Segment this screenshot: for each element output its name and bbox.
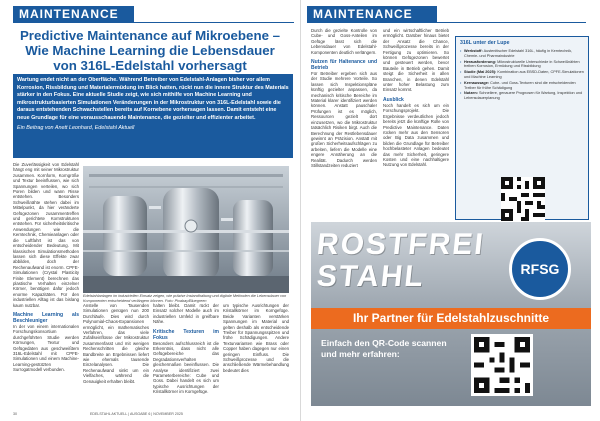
body-text: Durch die gezielte Kontrolle von Cube- und Goss-Anteilen im Gefüge lässt sich die Lebensdauer von Edelstahl-Komponenten deutlich verlängern. [311, 28, 377, 55]
body-text: Noch handelt es sich um ein Forschungsprojekt. Die Ergebnisse verdeutlichen jedoch bereits jetzt die künftige Rolle von Predictive Maintenance. Daten rücken mehr aus den Sensoren oder Big Data zusammen und bilden die Grundlage für Betreiber hochbelasteter Anlagen bedeutet das mehr Sicherheit, geringere Kosten und eine nachhaltigere Nutzung von Edelstahl. [383, 102, 449, 168]
ad-headline-1: ROSTFREI [315, 228, 487, 261]
lead-text: Wartung endet nicht an der Oberfläche. Während Betreiber von Edelstahl-Anlagen bisher vor allem Korrosion, Rissbildung und Materialermüdung im Blick hatten, rückt nun die innere Struktur des Materials stärker in den Fokus. Eine aktuelle Studie zeigt, wie sich mithilfe von Machine Learning und mikrostrukturbasierten Simulationen Veränderungen in der Mikrostruktur von 316L-Edelstahl sowie die daraus entstehenden Schwachstellen bereits auf Kornebene vorhersagen lassen. Damit entsteht eine neue Grundlage für eine vorausschauende Maintenance, die gezielter und effizienter arbeitet. [17, 77, 289, 121]
info-box-list [460, 49, 584, 101]
author-credit: Ein Beitrag von Anett Leonhard, Edelstahl Aktuell [17, 124, 135, 131]
ad-scan-text: Einfach den QR-Code scannen und mehr erfahren: [321, 338, 447, 359]
subheading: Nutzen für Haltenance und Betrieb [311, 59, 377, 72]
advertisement[interactable] [311, 222, 591, 406]
list-item: • Nutzen: Schnellere, genauere Prognosen für Wartung, Inspektion und Lebensdauerplanung [460, 91, 584, 101]
text-column-3 [153, 303, 219, 395]
subheading: Ausblick [383, 96, 404, 103]
article-lead [13, 74, 293, 158]
list-item: • Studie (Mai 2025): Kombination aus EBSD-Daten, CPFE-Simulationen und Machine Learning [460, 70, 584, 80]
subheading: Machine Learning als Beschleuniger [13, 311, 79, 324]
list-item: • Herausforderung: Mikrostrukturelle Unterschiede in Schweißnähten treiben Korrosion, Ermüdung und Rissbildung [460, 60, 584, 70]
ad-qr-code[interactable] [471, 334, 533, 396]
info-box [455, 36, 589, 220]
right-page [300, 0, 600, 421]
list-item: • Werkstoff: Austenitischer Edelstahl 316L, häufig in Kerntechnik, Chemie- und Pharmaindustrie [460, 49, 584, 59]
text-column-1 [311, 28, 377, 168]
body-text: und ein wirtschaftlicher Betrieb ermöglicht. Darüber hinaus bietet der Ansatz die Chance, Schweißprozesse bereits in der Fertigung zu optimieren. So können Gefügezonen bewertet und gesteuert werden, bevor Bauteile in Betrieb gehen. Damit steigt die Sicherheit in allen Branchen, in denen Edelstahl unter hoher Belastung zum Einsatz kommt. [383, 28, 449, 93]
body-text: um typische Ausrichtungen der Kristallkörner im Korngefüge. Beide Varianten verstärken Spannungen im Material und gelten deshalb als entscheidende Treiber für Spannungsspitzen und frühe Schädigungen. Andere Texturvarianten wie Brass oder Copper haben dagegen nur einen geringen Einfluss. Die Schweißprozesse und die anschließende Wärmebehandlung bedeutet dies [223, 303, 289, 373]
info-box-title: 316L unter der Lupe [460, 40, 510, 46]
ad-slogan: Ihr Partner für Edelstahlzuschnitte [311, 308, 591, 329]
text-column-4 [223, 303, 289, 373]
section-rule [307, 22, 586, 23]
steel-tank-image [83, 166, 289, 293]
study-qr-code[interactable] [501, 177, 545, 221]
qr-code-icon [501, 177, 545, 221]
body-text: Anstelle von Tausenden Simulationen genügen nun 200 Durchläufe. Dies wird durch Polynomial-Chaos-Expansionen ermöglicht, ein mathematisches Verfahren, das viele Zufallseinflüsse der Mikrostruktur zusammenfasst und mit wenigen Rechenschritten die gleiche Bandbreite an Ergebnissen liefert wie ehemals tausende Einzelanalysen. Die Rechenaufwand sinkt um ein Vielfaches, während die Genauigkeit erhalten bleibt. [83, 303, 149, 384]
article-photo [83, 166, 289, 293]
section-tag: MAINTENANCE [307, 6, 437, 22]
body-text: halten bleibt. Damit rückt der Einsatz solcher Modelle auch im industriellen Umfeld in greifbare Nähe. [153, 303, 219, 325]
subheading: Kritische Texturen im Fokus [153, 328, 219, 341]
ad-headline-2: STAHL [315, 260, 427, 293]
text-column-1 [13, 162, 79, 373]
rfsg-logo: RFSG [509, 238, 571, 300]
text-column-2 [83, 303, 149, 384]
photo-caption: Edelstahlanlagen im industriellen Einsatz zeigen, wie präzise Instandhaltung und digitale Methoden die Lebensdauer von Komponenten entscheidend verlängern können. Foto: Pixabay/Bluegreen [83, 294, 287, 303]
body-text: Besonders aufschlussreich ist die Erkenntnis, dass nicht alle Gefügebereiche das Degradationsverhalten gleichermaßen beeinflussen. Die Analyse identifiziert zwei Parameterbereiche: Cube und Goss. Dabei handelt es sich um typische Ausrichtungen der Kristallkörner im Korngefüge. [153, 340, 219, 395]
body-text: In der von einem internationalen Forschungskonsortium durchgeführten Studie werden Körnungen, Textur und Gefügedaten aus geschweißtem 316L-Edelstahl mit CPFE-Simulationen und einem Machine-Learning-gestützten Surrogatmodell verbunden. [13, 323, 79, 373]
text-column-2 [383, 28, 449, 168]
qr-code-icon [474, 337, 530, 393]
page-number: 30 [13, 412, 17, 416]
body-text: Für Betreiber ergeben sich aus der Studie mehrere Vorteile. So lassen sich Inspektionspläne künftig gezielter anpassen, da mechanisch kritische Bereiche im Material klarer identifiziert werden können. Anstatt pauschaler Prüfungen ist es möglich, Ressourcen gezielt dort einzusetzen, wo die Mikrostruktur tatsächlich Risiken birgt. Auch die Berechnung der Restlebensdauer gewinnt an Präzision. Anstatt mit großen Sicherheitsaufschlägen zu arbeiten, liefern die Modelle eine engere Annäherung an die Realität. Dadurch werden Stillstandzeiten reduziert [311, 71, 377, 168]
list-item: • Kernaussage: Cube- und Goss-Texturen sind die entscheidenden Treiber für frühe Schädigung [460, 81, 584, 91]
section-tag: MAINTENANCE [13, 6, 134, 22]
article-title: Predictive Maintenance auf Mikroebene – Wie Machine Learning die Lebensdauer von 316L-Edelstahl vorhersagt [19, 28, 281, 73]
section-rule [13, 22, 294, 23]
footer-text: EDELSTAHL AKTUELL | AUSGABE 6 | NOVEMBER 2025 [90, 412, 183, 416]
body-text: Die Zuverlässigkeit von Edelstahl hängt eng mit seiner Mikrostruktur zusammen. Kornform, Korngröße und Textur beeinflussen, wie sich Spannungen verteilen, wo sich Poren bilden und wann Risse entstehen. Besonders Schweißnähte stehen dabei im Mittelpunkt, da hier veränderte Gefügezonen zusammentreffen und gerichtete Kornstrukturen entstehen. Für sicherheitskritische Anwendungen wie die Kerntechnik, Chemieanlagen oder die Luftfahrt ist das von entscheidender Bedeutung. Mit klassischen Simulationsmethoden lassen sich diese Effekte zwar abbilden, doch der Rechenaufwand ist enorm. CPFE-Simulationen (Crystal Plasticity Finite Element) berechnen das plastische Verhalten einzelner Körner, benötigen dafür jedoch enorme Kapazitäten. Für den industriellen Alltag ist das bislang kaum nutzbar. [13, 162, 79, 308]
